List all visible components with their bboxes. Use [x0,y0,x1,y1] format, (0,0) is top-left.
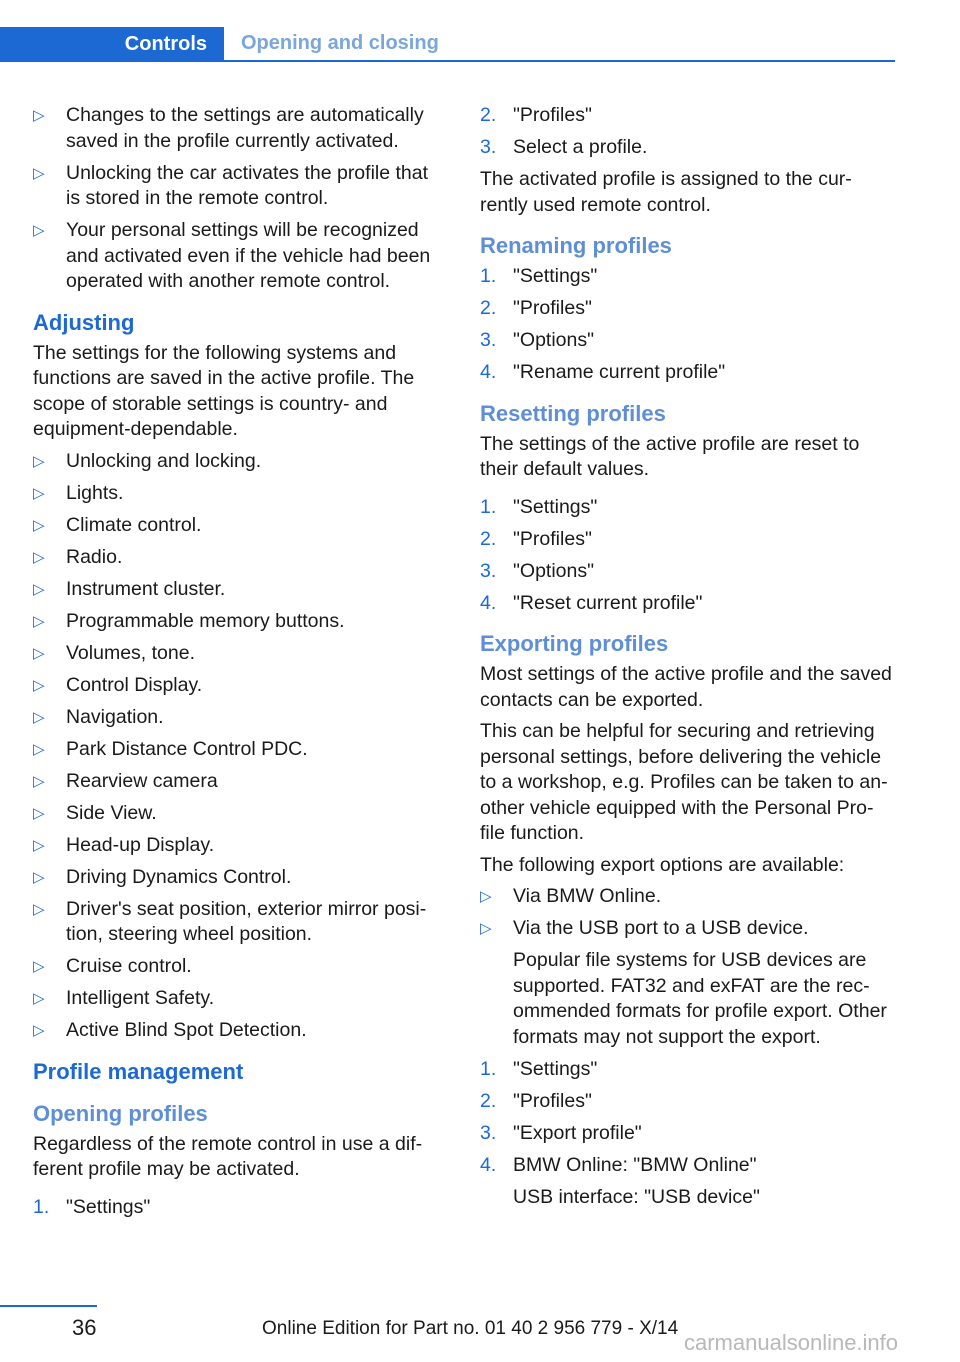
triangle-bullet-icon: ▷ [33,740,45,758]
triangle-bullet-icon: ▷ [33,107,45,124]
list-item: ▷ Active Blind Spot Detection. [33,1018,443,1044]
triangle-bullet-icon: ▷ [33,580,45,598]
step-number: 3. [480,1121,497,1144]
list-item: 1. "Settings" [480,264,895,290]
list-item: 3. "Export profile" [480,1121,895,1147]
list-item: ▷ Via BMW Online. [480,884,895,910]
opening-after-text: The activated profile is assigned to the cur‐rently used remote control. [480,168,852,216]
list-item: ▷ Lights. [33,481,443,507]
list-item: 3. "Options" [480,559,895,585]
triangle-bullet-icon: ▷ [33,1022,45,1039]
opening-steps-continued [480,103,895,161]
intro-bullet-list [33,103,443,295]
triangle-bullet-icon: ▷ [33,836,45,854]
step-number: 1. [480,265,497,287]
heading-opening-profiles: Opening profiles [33,1100,208,1126]
step-number: 1. [33,1195,50,1218]
triangle-bullet-icon: ▷ [33,484,45,502]
triangle-bullet-icon: ▷ [33,868,45,886]
resetting-steps-list [480,495,895,617]
list-item: 3. "Options" [480,328,895,354]
list-item: ▷ Changes to the settings are automatically saved in the profile currently activated. [33,103,443,154]
list-item: 2. "Profiles" [480,527,895,553]
resetting-text: The settings of the active profile are reset to their default values. [480,432,860,480]
heading-renaming-profiles: Renaming profiles [480,233,672,258]
list-item: ▷ Your personal settings will be recognized and activated even if the vehicle had been operated with another remote control. [33,218,443,295]
step-number: 4. [480,591,497,614]
heading-exporting-profiles: Exporting profiles [480,631,669,656]
list-item: ▷ Driver's seat position, exterior mirror posi‐tion, steering wheel position. [33,897,443,948]
list-item: ▷ Radio. [33,545,443,571]
list-item: 2. "Profiles" [480,103,895,129]
list-item: ▷ Volumes, tone. [33,641,443,667]
list-item: ▷ Driving Dynamics Control. [33,865,443,891]
edition-note: Online Edition for Part no. 01 40 2 956 779 - X/14 [262,1318,679,1339]
step4-sub-text: USB interface: "USB device" [513,1185,760,1208]
step-number: 1. [480,495,497,518]
list-item: ▷ Cruise control. [33,954,443,980]
step-number: 2. [480,527,497,550]
step-number: 3. [480,559,497,582]
triangle-bullet-icon: ▷ [33,452,45,470]
triangle-bullet-icon: ▷ [33,164,45,182]
renaming-steps-list [480,264,895,386]
list-item: 2. "Profiles" [480,1089,895,1115]
triangle-bullet-icon: ▷ [480,920,492,937]
adjusting-text: The settings for the following systems and functions are saved in the active profile. The scope of storable settings is country- and equipment-dependable. [33,341,415,440]
triangle-bullet-icon: ▷ [33,612,45,630]
list-item: 3. Select a profile. [480,135,895,161]
triangle-bullet-icon: ▷ [33,708,45,726]
list-item: 4. "Reset current profile" [480,591,895,617]
step-number: 2. [480,1089,497,1112]
footer-rule [0,1305,97,1307]
triangle-bullet-icon: ▷ [33,516,45,534]
opening-text: Regardless of the remote control in use a dif‐ferent profile may be activated. [33,1132,423,1180]
header-rule [0,60,895,62]
heading-resetting-profiles: Resetting profiles [480,400,666,426]
triangle-bullet-icon: ▷ [33,222,45,239]
step-number: 2. [480,297,497,319]
list-item: ▷ Unlocking the car activates the profile that is stored in the remote control. [33,161,443,212]
opening-steps-list [33,1195,443,1221]
triangle-bullet-icon: ▷ [33,676,45,694]
heading-profile-management: Profile management [33,1058,244,1084]
triangle-bullet-icon: ▷ [33,804,45,822]
right-column [480,103,895,1217]
list-item: ▷ Climate control. [33,513,443,539]
list-item: ▷ Unlocking and locking. [33,449,443,475]
step-number: 3. [480,329,497,351]
triangle-bullet-icon: ▷ [480,888,492,905]
list-item: ▷ Navigation. [33,705,443,731]
usb-note: Popular file systems for USB devices are supported. FAT32 and exFAT are the rec‐ommended formats for profile export. Other formats may not support the export. [513,949,887,1048]
section-tab-opening-closing: Opening and closing [241,32,439,54]
triangle-bullet-icon: ▷ [33,990,45,1007]
list-item: ▷ Intelligent Safety. [33,986,443,1012]
step-number: 1. [480,1057,497,1080]
list-item: 1. "Settings" [33,1195,443,1221]
left-column [33,103,443,1227]
heading-adjusting: Adjusting [33,309,135,335]
list-item: ▷ Control Display. [33,673,443,699]
page-number: 36 [72,1315,97,1340]
triangle-bullet-icon: ▷ [33,644,45,662]
list-item: ▷ Via the USB port to a USB device. [480,916,895,942]
triangle-bullet-icon: ▷ [33,548,45,566]
list-item: ▷ Rearview camera [33,769,443,795]
step-number: 2. [480,104,497,126]
list-item: ▷ Programmable memory buttons. [33,609,443,635]
export-options-list [480,884,895,942]
exporting-text-1: Most settings of the active profile and the saved contacts can be exported. [480,663,892,711]
watermark: carmanualsonline.info [684,1330,899,1355]
adjusting-bullet-list [33,449,443,1044]
list-item: ▷ Instrument cluster. [33,577,443,603]
step-number: 4. [480,1153,497,1176]
list-item: ▷ Head-up Display. [33,833,443,859]
step-number: 4. [480,361,497,383]
exporting-text-3: The following export options are available: [480,853,845,876]
list-item: ▷ Park Distance Control PDC. [33,737,443,763]
list-item: 1. "Settings" [480,1057,895,1083]
section-tab-controls: Controls [0,27,224,62]
list-item: 4. BMW Online: "BMW Online" [480,1153,895,1179]
export-steps-list [480,1057,895,1179]
list-item: ▷ Side View. [33,801,443,827]
page-header [0,27,895,62]
list-item: 4. "Rename current profile" [480,360,895,386]
list-item: 2. "Profiles" [480,296,895,322]
step-number: 3. [480,136,497,158]
exporting-text-2: This can be helpful for securing and retrieving personal settings, before delivering the vehicle to a workshop, e.g. Profiles can be taken to an‐other vehicle equipped with the Personal Pro‐file function. [480,720,888,844]
triangle-bullet-icon: ▷ [33,772,45,790]
triangle-bullet-icon: ▷ [33,958,45,975]
triangle-bullet-icon: ▷ [33,900,45,918]
list-item: 1. "Settings" [480,495,895,521]
